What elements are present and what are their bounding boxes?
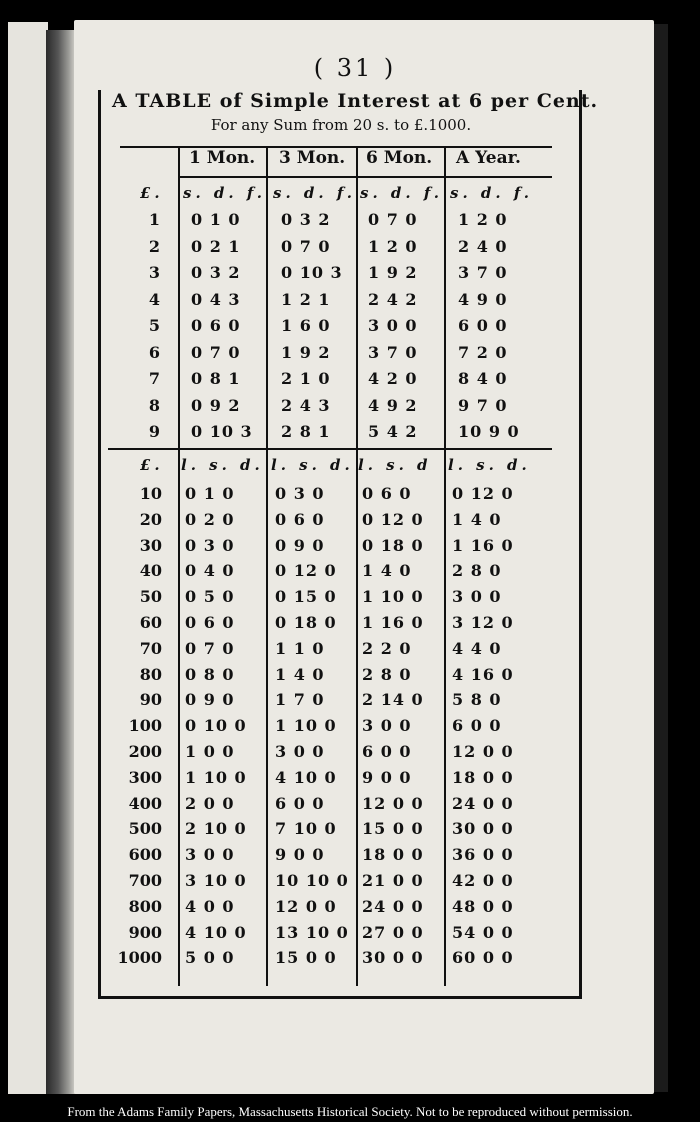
interest-cell: 48 0 0 [452, 896, 514, 916]
interest-cell: 1 1 0 [275, 638, 325, 658]
interest-cell: 0 6 0 [191, 316, 241, 335]
amount-cell: 8 [148, 395, 160, 415]
interest-cell: 24 0 0 [362, 896, 424, 916]
amount-cell: 1 [148, 210, 160, 229]
interest-cell: 0 1 0 [191, 210, 241, 229]
interest-cell: 5 4 2 [368, 422, 418, 441]
interest-cell: 0 7 0 [281, 236, 331, 256]
interest-cell: 8 4 0 [458, 369, 508, 388]
interest-cell: 0 9 0 [275, 535, 325, 555]
unit-header: s. d. f. [183, 184, 266, 202]
interest-cell: 3 12 0 [452, 613, 514, 632]
interest-cell: 0 6 0 [185, 613, 235, 632]
interest-cell: 4 9 2 [368, 395, 418, 415]
interest-cell: 2 8 0 [362, 664, 412, 684]
amount-cell: 10 [139, 484, 162, 503]
amount-cell: 3 [148, 263, 160, 282]
amount-cell: 9 [148, 422, 160, 441]
unit-header: l. s. d. [181, 456, 264, 474]
interest-cell: 9 7 0 [458, 395, 508, 415]
interest-cell: 0 2 0 [185, 509, 235, 529]
interest-cell: 3 0 0 [362, 716, 412, 736]
amount-header: £. [140, 456, 164, 474]
interest-cell: 2 10 0 [185, 819, 247, 839]
amount-cell: 200 [128, 742, 162, 761]
amount-cell: 60 [139, 613, 162, 632]
interest-cell: 3 7 0 [458, 263, 508, 282]
amount-cell: 6 [148, 342, 160, 362]
interest-cell: 3 0 0 [452, 587, 502, 607]
interest-cell: 24 0 0 [452, 793, 514, 813]
amount-cell: 300 [128, 767, 162, 787]
interest-cell: 2 1 0 [281, 369, 331, 388]
interest-cell: 30 0 0 [362, 948, 424, 968]
interest-cell: 0 1 0 [185, 484, 235, 503]
column-rule [356, 146, 358, 986]
interest-cell: 0 10 0 [185, 716, 247, 736]
interest-cell: 1 7 0 [275, 690, 325, 710]
interest-cell: 1 10 0 [185, 767, 247, 787]
interest-cell: 30 0 0 [452, 819, 514, 839]
interest-cell: 1 10 0 [362, 587, 424, 607]
interest-cell: 7 2 0 [458, 342, 508, 362]
interest-cell: 5 0 0 [185, 948, 235, 968]
amount-cell: 90 [139, 690, 162, 710]
interest-cell: 0 10 3 [191, 422, 253, 441]
amount-cell: 7 [148, 369, 160, 388]
interest-cell: 0 18 0 [362, 535, 424, 555]
interest-cell: 27 0 0 [362, 922, 424, 942]
interest-cell: 4 0 0 [185, 896, 235, 916]
interest-cell: 0 4 0 [185, 561, 235, 581]
rule-mid [108, 448, 552, 450]
interest-cell: 36 0 0 [452, 845, 514, 865]
unit-header: l. s. d. [448, 456, 531, 474]
interest-cell: 0 7 0 [191, 342, 241, 362]
interest-cell: 0 3 0 [275, 484, 325, 503]
column-rule [178, 146, 180, 986]
interest-cell: 3 10 0 [185, 871, 247, 890]
interest-cell: 0 6 0 [275, 509, 325, 529]
interest-cell: 1 10 0 [275, 716, 337, 736]
interest-cell: 15 0 0 [275, 948, 337, 968]
interest-cell: 1 6 0 [281, 316, 331, 335]
interest-cell: 21 0 0 [362, 871, 424, 890]
period-header: 3 Mon. [279, 148, 346, 168]
table-subtitle: For any Sum from 20 s. to £.1000. [210, 116, 472, 134]
interest-cell: 3 0 0 [185, 845, 235, 865]
left-page-edge [8, 22, 48, 1094]
interest-cell: 6 0 0 [452, 716, 502, 736]
amount-cell: 600 [128, 845, 162, 865]
amount-cell: 800 [128, 896, 162, 916]
interest-cell: 2 8 1 [281, 422, 331, 441]
interest-cell: 2 14 0 [362, 690, 424, 710]
unit-header: l. s. d [358, 456, 432, 474]
interest-cell: 0 12 0 [452, 484, 514, 503]
interest-cell: 6 0 0 [362, 742, 412, 761]
amount-cell: 70 [139, 638, 162, 658]
amount-cell: 1000 [117, 948, 162, 968]
unit-header: s. d. f. [273, 184, 356, 202]
interest-cell: 0 2 1 [191, 236, 241, 256]
interest-cell: 9 0 0 [362, 767, 412, 787]
interest-cell: 1 2 0 [458, 210, 508, 229]
interest-cell: 6 0 0 [275, 793, 325, 813]
interest-cell: 9 0 0 [275, 845, 325, 865]
interest-cell: 3 0 0 [275, 742, 325, 761]
interest-cell: 10 10 0 [275, 871, 349, 890]
interest-cell: 0 3 2 [191, 263, 241, 282]
interest-cell: 1 2 0 [368, 236, 418, 256]
amount-cell: 700 [128, 871, 162, 890]
interest-cell: 0 12 0 [275, 561, 337, 581]
interest-cell: 0 7 0 [368, 210, 418, 229]
interest-cell: 2 4 0 [458, 236, 508, 256]
interest-cell: 13 10 0 [275, 922, 349, 942]
interest-cell: 0 9 0 [185, 690, 235, 710]
interest-cell: 0 7 0 [185, 638, 235, 658]
interest-cell: 6 0 0 [458, 316, 508, 335]
period-header: 6 Mon. [366, 148, 433, 168]
amount-cell: 900 [128, 922, 162, 942]
interest-cell: 60 0 0 [452, 948, 514, 968]
column-rule [444, 146, 446, 986]
amount-cell: 80 [139, 664, 162, 684]
interest-cell: 4 2 0 [368, 369, 418, 388]
interest-cell: 15 0 0 [362, 819, 424, 839]
interest-cell: 54 0 0 [452, 922, 514, 942]
interest-cell: 0 4 3 [191, 289, 241, 309]
interest-cell: 1 9 2 [281, 342, 331, 362]
interest-cell: 1 9 2 [368, 263, 418, 282]
interest-cell: 0 10 3 [281, 263, 343, 282]
archive-credit: From the Adams Family Papers, Massachusetts Historical Society. Not to be reproduced without permission. [67, 1104, 633, 1119]
unit-header: l. s. d. [271, 456, 354, 474]
interest-cell: 0 5 0 [185, 587, 235, 607]
interest-cell: 2 4 2 [368, 289, 418, 309]
period-header: A Year. [456, 148, 521, 168]
interest-cell: 0 18 0 [275, 613, 337, 632]
rule-header [180, 176, 552, 178]
interest-cell: 0 9 2 [191, 395, 241, 415]
interest-cell: 3 0 0 [368, 316, 418, 335]
page-number: ( 31 ) [313, 54, 397, 82]
interest-cell: 0 15 0 [275, 587, 337, 607]
interest-cell: 1 0 0 [185, 742, 235, 761]
interest-cell: 2 2 0 [362, 638, 412, 658]
interest-cell: 1 16 0 [452, 535, 514, 555]
interest-cell: 1 2 1 [281, 289, 331, 309]
amount-cell: 500 [128, 819, 162, 839]
amount-cell: 5 [148, 316, 160, 335]
interest-cell: 4 10 0 [185, 922, 247, 942]
interest-cell: 0 12 0 [362, 509, 424, 529]
column-rule [266, 146, 268, 986]
interest-cell: 18 0 0 [452, 767, 514, 787]
unit-header: s. d. f. [450, 184, 533, 202]
interest-cell: 42 0 0 [452, 871, 514, 890]
interest-cell: 12 0 0 [275, 896, 337, 916]
amount-header: £. [140, 184, 164, 202]
amount-cell: 100 [128, 716, 162, 736]
interest-cell: 1 4 0 [452, 509, 502, 529]
interest-cell: 0 3 0 [185, 535, 235, 555]
period-header: 1 Mon. [189, 148, 256, 168]
interest-cell: 4 4 0 [452, 638, 502, 658]
amount-cell: 4 [148, 289, 160, 309]
book-gutter [46, 30, 76, 1094]
interest-cell: 2 8 0 [452, 561, 502, 581]
interest-cell: 0 6 0 [362, 484, 412, 503]
page-shadow [654, 24, 668, 1092]
table-title: A TABLE of Simple Interest at 6 per Cent. [112, 90, 599, 112]
interest-cell: 0 8 0 [185, 664, 235, 684]
interest-cell: 10 9 0 [458, 422, 520, 441]
interest-cell: 7 10 0 [275, 819, 337, 839]
interest-cell: 12 0 0 [452, 742, 514, 761]
interest-cell: 12 0 0 [362, 793, 424, 813]
interest-cell: 1 4 0 [362, 561, 412, 581]
interest-cell: 5 8 0 [452, 690, 502, 710]
interest-cell: 0 3 2 [281, 210, 331, 229]
interest-cell: 0 8 1 [191, 369, 241, 388]
amount-cell: 20 [139, 509, 162, 529]
interest-cell: 1 4 0 [275, 664, 325, 684]
unit-header: s. d. f. [360, 184, 443, 202]
interest-cell: 4 10 0 [275, 767, 337, 787]
amount-cell: 400 [128, 793, 162, 813]
amount-cell: 50 [139, 587, 162, 607]
interest-cell: 4 16 0 [452, 664, 514, 684]
amount-cell: 2 [148, 236, 160, 256]
interest-cell: 2 0 0 [185, 793, 235, 813]
interest-cell: 1 16 0 [362, 613, 424, 632]
interest-cell: 18 0 0 [362, 845, 424, 865]
interest-cell: 4 9 0 [458, 289, 508, 309]
amount-cell: 40 [139, 561, 162, 581]
amount-cell: 30 [139, 535, 162, 555]
interest-cell: 2 4 3 [281, 395, 331, 415]
interest-cell: 3 7 0 [368, 342, 418, 362]
